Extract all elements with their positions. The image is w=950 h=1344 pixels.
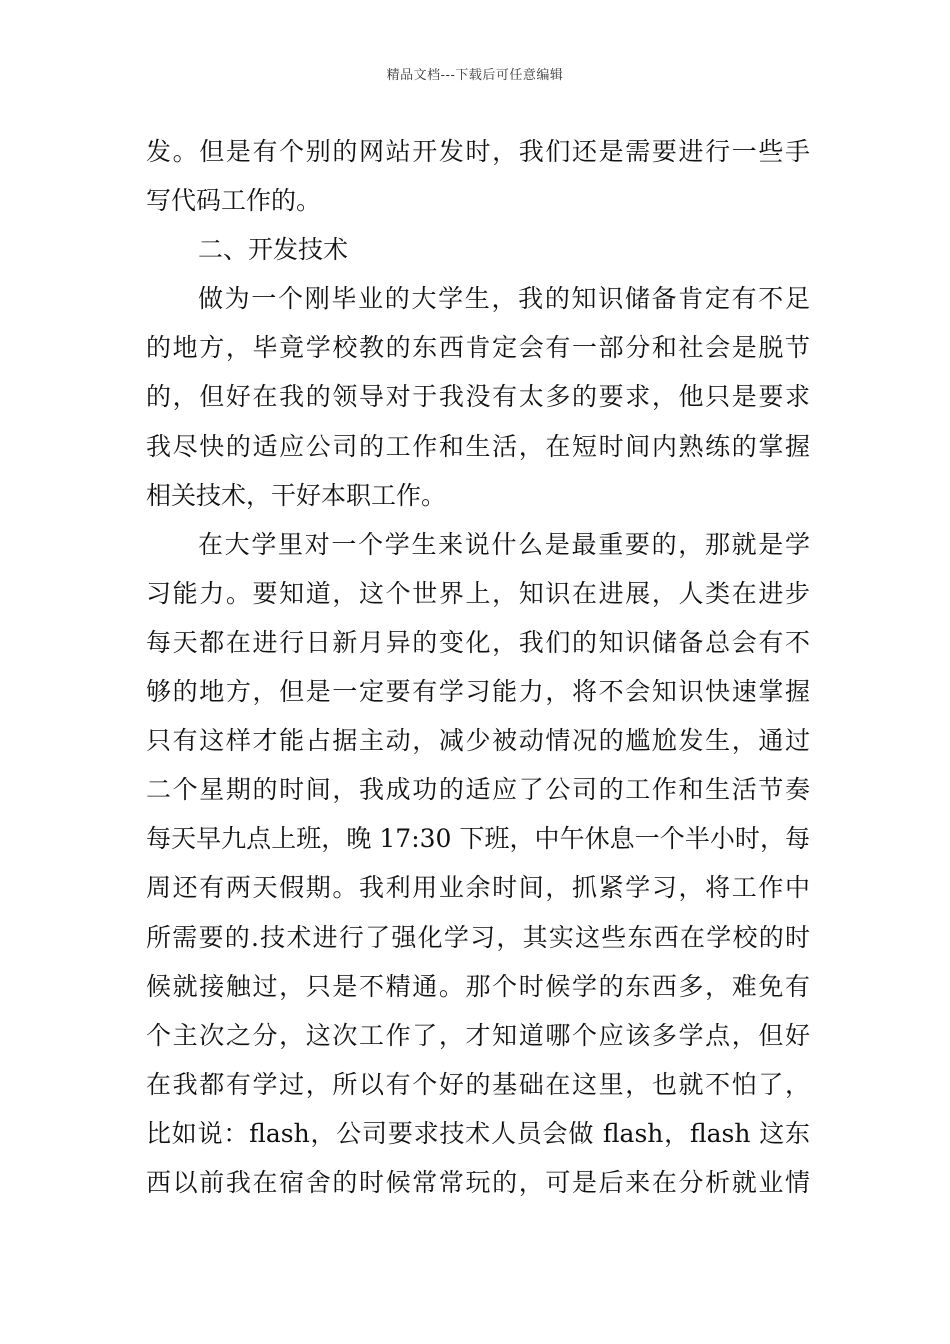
- text-line: 发。但是有个别的网站开发时，我们还是需要进行一些手: [146, 137, 810, 166]
- text-line: 个主次之分，这次工作了，才知道哪个应该多学点，但好: [146, 1020, 810, 1050]
- text-line: 习能力。要知道，这个世界上，知识在进展，人类在进步: [146, 578, 810, 608]
- text-line: 所需要的.技术进行了强化学习，其实这些东西在学校的时: [146, 922, 810, 952]
- section-heading: 二、开发技术: [198, 235, 349, 265]
- text-line: 写代码工作的。: [146, 186, 322, 216]
- text-line: 二个星期的时间，我成功的适应了公司的工作和生活节奏: [146, 775, 810, 805]
- text-line: 西以前我在宿舍的时候常常玩的，可是后来在分析就业情: [146, 1167, 810, 1197]
- text-line: 做为一个刚毕业的大学生，我的知识储备肯定有不足: [198, 284, 810, 314]
- text-line: 只有这样才能占据主动，减少被动情况的尴尬发生，通过: [146, 726, 810, 756]
- text-line: 相关技术，干好本职工作。: [146, 480, 447, 510]
- text-line: 在我都有学过，所以有个好的基础在这里，也就不怕了，: [146, 1069, 810, 1099]
- text-line: 每天早九点上班，晚 17:30 下班，中午休息一个半小时，每: [146, 824, 810, 854]
- text-line: 的，但好在我的领导对于我没有太多的要求，他只是要求: [146, 382, 810, 412]
- text-line: 够的地方，但是一定要有学习能力，将不会知识快速掌握: [146, 677, 810, 707]
- page-header: 精品文档---下载后可任意编辑: [386, 68, 564, 83]
- text-line: 的地方，毕竟学校教的东西肯定会有一部分和社会是脱节: [146, 333, 810, 363]
- document-body: [146, 127, 810, 1207]
- text-line: 我尽快的适应公司的工作和生活，在短时间内熟练的掌握: [146, 431, 810, 461]
- text-line: 周还有两天假期。我利用业余时间，抓紧学习，将工作中: [146, 873, 810, 903]
- text-line: 每天都在进行日新月异的变化，我们的知识储备总会有不: [146, 627, 810, 657]
- text-line: 候就接触过，只是不精通。那个时候学的东西多，难免有: [146, 971, 810, 1001]
- text-line: 比如说：flash，公司要求技术人员会做 flash，flash 这东: [146, 1118, 810, 1148]
- text-line: 在大学里对一个学生来说什么是最重要的，那就是学: [198, 529, 810, 559]
